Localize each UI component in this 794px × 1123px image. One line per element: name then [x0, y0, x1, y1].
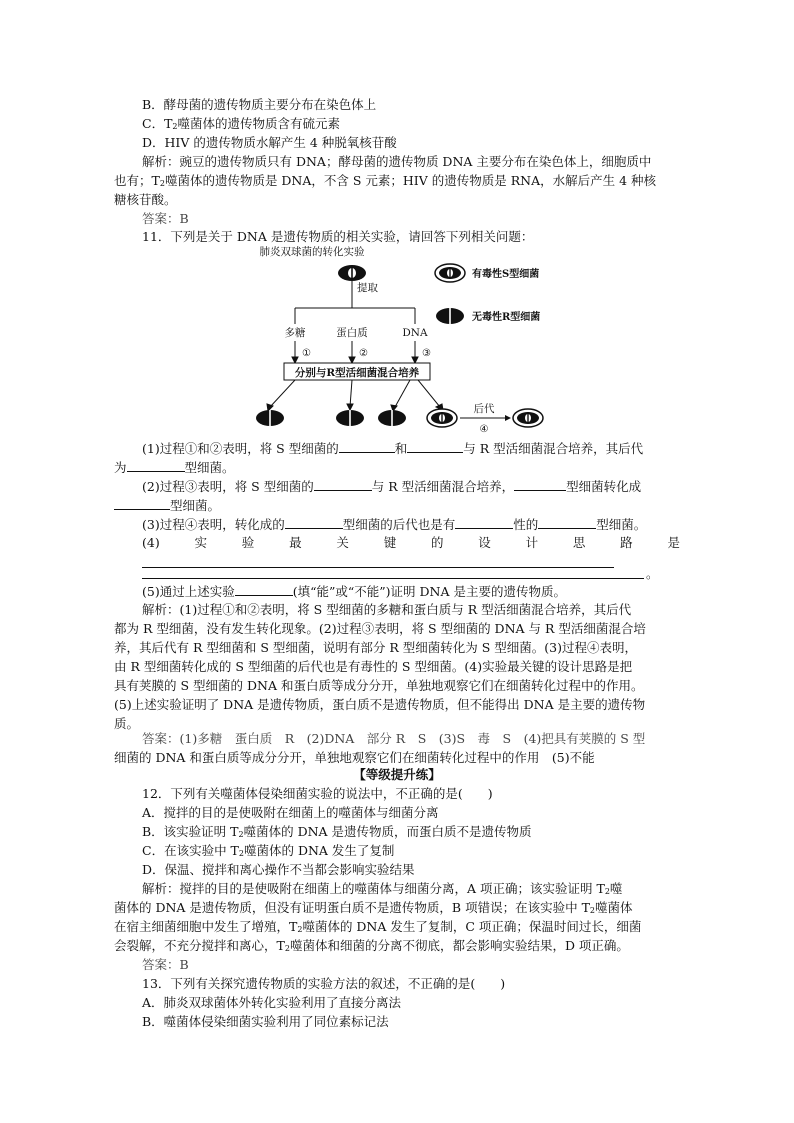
q12-option-d: D．保温、搅拌和离心操作不当都会影响实验结果: [142, 862, 415, 877]
r-bacterium-icon: [256, 410, 284, 426]
s-bacterium-icon: [338, 265, 366, 281]
q12-explanation-line: 菌体的 DNA 是遗传物质，但没有证明蛋白质不是遗传物质，B 项错误；在该实验中 T2噬菌体: [114, 900, 633, 915]
q12-explanation-line: 会裂解，不充分搅拌和离心，T2噬菌体和细菌的分离不彻底，都会影响实验结果，D 项正确。: [114, 938, 629, 953]
q10-option-b: B．酵母菌的遗传物质主要分布在染色体上: [142, 97, 377, 112]
q10-answer: 答案：B: [142, 211, 189, 226]
s-bacterium-icon: [513, 409, 543, 427]
q11-explanation-line: (5)上述实验证明了 DNA 是遗传物质，蛋白质不是遗传物质，但不能得出 DNA 是主要的遗传物: [114, 697, 646, 712]
r-bacterium-icon: [336, 410, 364, 426]
s-bacterium-icon: [427, 409, 457, 427]
q11-part2-cont: 型细菌。: [114, 496, 220, 515]
q12-explanation-line: 解析：搅拌的目的是使吸附在细菌上的噬菌体与细菌分离，A 项正确；该实验证明 T2噬: [142, 881, 623, 896]
q11-part2: (2)过程③表明，将 S 型细菌的 与 R 型活细菌混合培养， 型细菌转化成: [142, 479, 642, 494]
q11-explanation-line: 养，其后代有 R 型细菌和 S 型细菌，说明有部分 R 型细菌转化为 S 型细菌。(3)过程④表明，: [114, 640, 637, 655]
q10-explanation-line: 也有；T2噬菌体的遗传物质是 DNA，不含 S 元素；HIV 的遗传物质是 RNA，水解后产生 4 种核: [114, 173, 656, 188]
q13-stem: 13．下列有关探究遗传物质的实验方法的叙述，不正确的是( ): [142, 976, 506, 991]
q11-explanation-line: 解析：(1)过程①和②表明，将 S 型细菌的多糖和蛋白质与 R 型活细菌混合培养，其后代: [142, 602, 632, 617]
q11-answer: 答案：(1)多糖 蛋白质 R (2)DNA 部分 R S (3)S 毒 S (4)把具有荚膜的 S 型: [142, 731, 646, 746]
step-2-label: ②: [359, 348, 368, 359]
q11-answer-cont: 细菌的 DNA 和蛋白质等成分分开，单独地观察它们在细菌转化过程中的作用 (5)不能: [114, 750, 595, 765]
q12-answer: 答案：B: [142, 957, 189, 972]
q11-explanation-line: 质。: [114, 716, 140, 731]
q11-part1: (1)过程①和②表明，将 S 型细菌的 和 与 R 型活细菌混合培养，其后代: [142, 441, 644, 456]
extract-label: 提取: [357, 282, 378, 294]
offspring-label: 后代: [473, 403, 495, 415]
q10-explanation-line: 糖核苷酸。: [114, 192, 177, 207]
q11-explanation-line: 具有荚膜的 S 型细菌的 DNA 和蛋白质等成分分开，单独地观察它们在细菌转化过程中的作用。: [114, 678, 644, 693]
step-1-label: ①: [302, 348, 311, 359]
label-dna: DNA: [402, 327, 428, 339]
q11-part4-answer-line: [142, 578, 644, 579]
legend-r-label: 无毒性R型细菌: [472, 312, 541, 323]
q11-explanation-line: 由 R 型细菌转化成的 S 型细菌的后代也是有毒性的 S 型细菌。(4)实验最关键的设计思路是把: [114, 659, 633, 674]
r-bacterium-icon: [378, 410, 406, 426]
label-protein: 蛋白质: [336, 327, 368, 339]
step-3-label: ③: [422, 348, 431, 359]
q10-option-c: C．T2噬菌体的遗传物质含有硫元素: [142, 116, 341, 131]
q12-explanation-line: 在宿主细菌细胞中发生了增殖，T2噬菌体的 DNA 发生了复制，C 项正确；保温时间过长，细菌: [114, 919, 642, 934]
q11-explanation-line: 都为 R 型细菌，没有发生转化现象。(2)过程③表明，将 S 型细菌的 DNA 与 R 型活细菌混合培: [114, 621, 646, 636]
q11-part4-end: 。: [646, 566, 659, 581]
legend-r-icon: [436, 308, 464, 324]
q12-stem: 12．下列有关噬菌体侵染细菌实验的说法中，不正确的是( ): [142, 786, 493, 801]
q11-stem: 11．下列是关于 DNA 是遗传物质的相关实验，请回答下列相关问题：: [142, 229, 534, 244]
diagram-title: 肺炎双球菌的转化实验: [259, 246, 365, 258]
transformation-diagram: [240, 244, 570, 440]
q12-option-c: C．在该实验中 T2噬菌体的 DNA 发生了复制: [142, 843, 395, 858]
q10-explanation-line: 解析：豌豆的遗传物质只有 DNA；酵母菌的遗传物质 DNA 主要分布在染色体上，细胞质中: [142, 154, 652, 169]
mix-culture-label: 分别与R型活细菌混合培养: [294, 367, 420, 379]
q10-option-d: D．HIV 的遗传物质水解产生 4 种脱氧核苷酸: [142, 135, 397, 150]
legend-s-label: 有毒性S型细菌: [472, 269, 540, 280]
q11-part5: (5)通过上述实验 (填“能”或“不能”)证明 DNA 是主要的遗传物质。: [142, 584, 566, 599]
q13-option-a: A．肺炎双球菌体外转化实验利用了直接分离法: [142, 995, 402, 1010]
q11-part4: (4) 实 验 最 关 键 的 设 计 思 路 是: [142, 535, 680, 550]
q13-option-b: B．噬菌体侵染细菌实验利用了同位素标记法: [142, 1014, 389, 1029]
q12-option-b: B．该实验证明 T2噬菌体的 DNA 是遗传物质，而蛋白质不是遗传物质: [142, 824, 532, 839]
q11-part1-cont: 为 型细菌。: [114, 460, 235, 475]
q11-part3: (3)过程④表明，转化成的 型细菌的后代也是有 性的 型细菌。: [142, 517, 647, 532]
section-heading: 【等级提升练】: [353, 767, 441, 782]
label-polysaccharide: 多糖: [284, 327, 306, 339]
legend-s-icon: [435, 264, 465, 282]
q11-part4-answer-line: [142, 567, 614, 568]
step-4-label: ④: [479, 424, 489, 435]
q12-option-a: A．搅拌的目的是使吸附在细菌上的噬菌体与细菌分离: [142, 805, 439, 820]
